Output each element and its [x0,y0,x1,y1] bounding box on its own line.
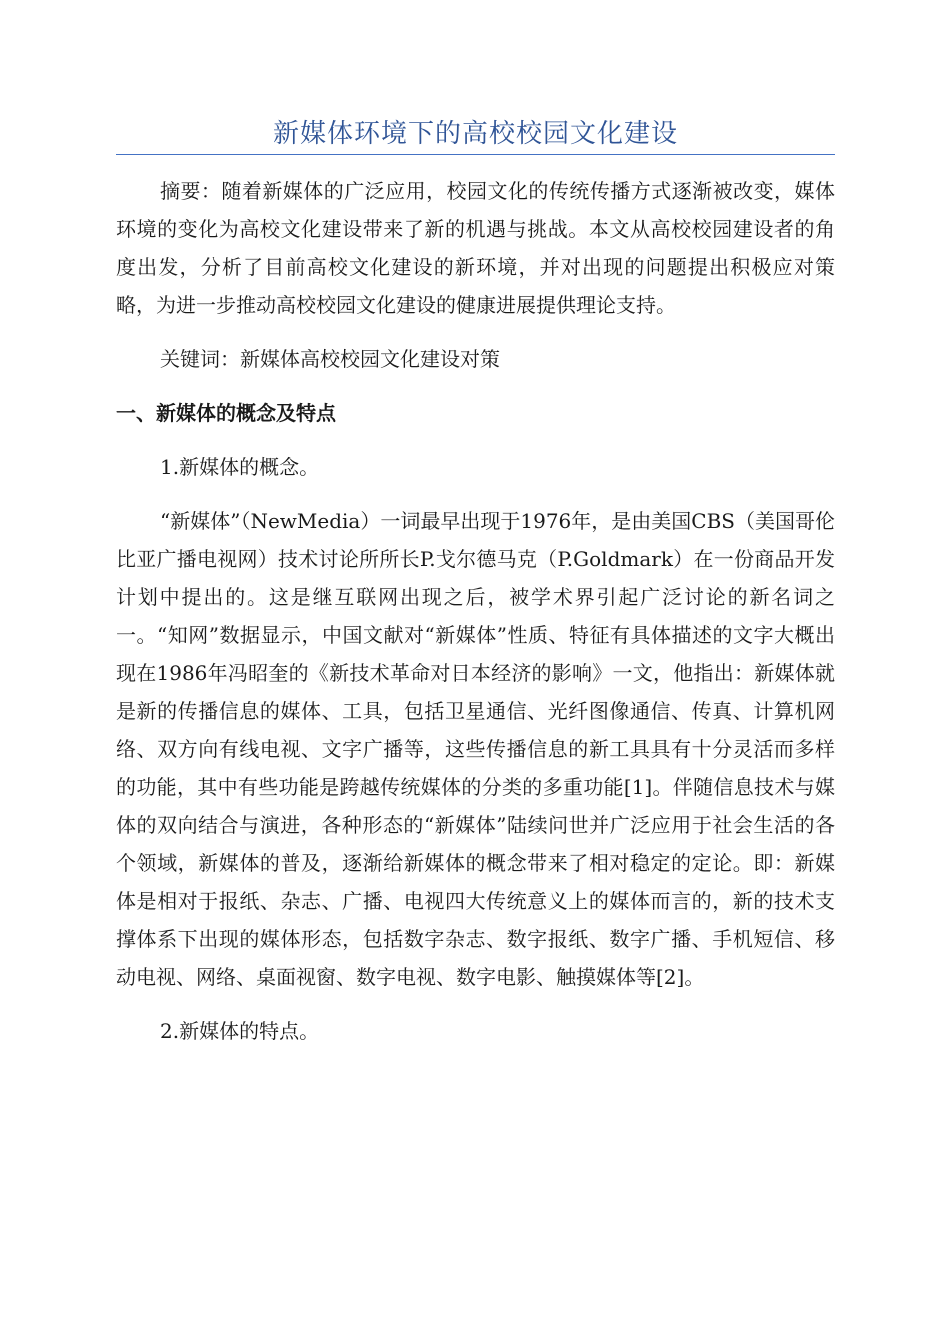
keywords-line: 关键词：新媒体高校校园文化建设对策 [160,347,500,371]
subsection-heading: 2.新媒体的特点。 [160,1019,320,1043]
subsection-heading: 1.新媒体的概念。 [160,455,320,479]
document-title: 新媒体环境下的高校校园文化建设 [272,119,678,149]
abstract-paragraph: 摘要：随着新媒体的广泛应用，校园文化的传统传播方式逐渐被改变，媒体环境的变化为高校文化建设带来了新的机遇与挑战。本文从高校校园建设者的角度出发，分析了目前高校文化建设的新环境，并对出现的问题提出积极应对策略，为进一步推动高校校园文化建设的健康进展提供理论支持。 [116,179,835,317]
section-heading: 一、新媒体的概念及特点 [116,401,336,425]
body-paragraph: “新媒体”（NewMedia）一词最早出现于1976年，是由美国CBS（美国哥伦比亚广播电视网）技术讨论所所长P.戈尔德马克（P.Goldmark）在一份商品开发计划中提出的。这是继互联网出现之后，被学术界引起广泛讨论的新名词之一。“知网”数据显示，中国文献对“新媒体”性质、特征有具体描述的文字大概出现在1986年冯昭奎的《新技术革命对日本经济的影响》一文，他指出：新媒体就是新的传播信息的媒体、工具，包括卫星通信、光纤图像通信、传真、计算机网络、双方向有线电视、文字广播等，这些传播信息的新工具具有十分灵活而多样的功能，其中有些功能是跨越传统媒体的分类的多重功能[1]。伴随信息技术与媒体的双向结合与演进，各种形态的“新媒体”陆续问世并广泛应用于社会生活的各个领域，新媒体的普及，逐渐给新媒体的概念带来了相对稳定的定论。即：新媒体是相对于报纸、杂志、广播、电视四大传统意义上的媒体而言的，新的技术支撑体系下出现的媒体形态，包括数字杂志、数字报纸、数字广播、手机短信、移动电视、网络、桌面视窗、数字电视、数字电影、触摸媒体等[2]。 [116,509,835,989]
document-body [116,172,835,1066]
title-underline [116,154,835,155]
